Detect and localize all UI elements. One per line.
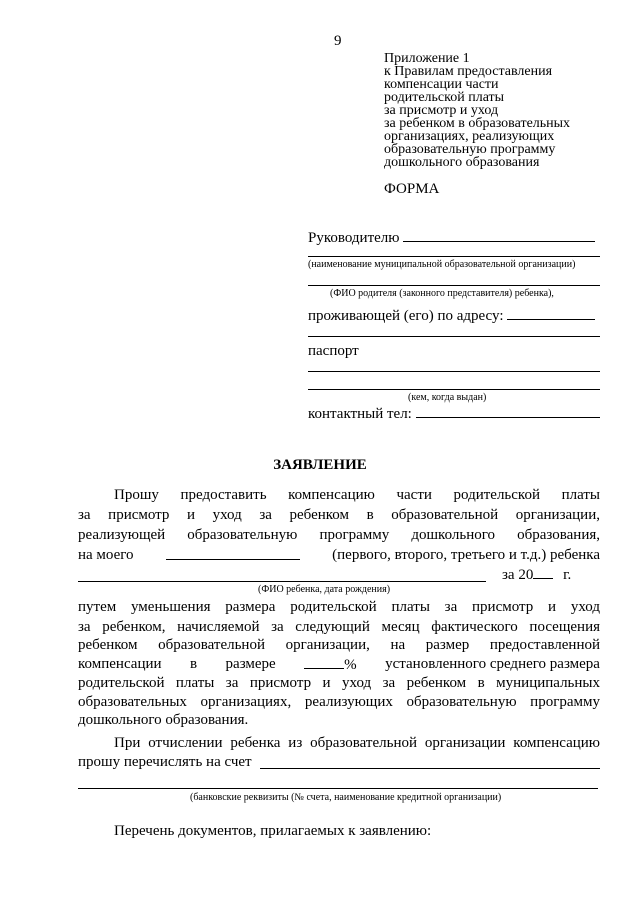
para2-line-2: за ребенком, начисляемой за следующий месяц фактического посещения xyxy=(78,619,600,635)
appendix-line: дошкольного образования xyxy=(384,155,540,170)
percent-group xyxy=(304,655,357,674)
body-line-2: за присмотр и уход за ребенком в образовательной организации, xyxy=(78,507,600,523)
passport-issued-field[interactable] xyxy=(308,389,600,390)
account-field[interactable] xyxy=(260,768,600,769)
word: части xyxy=(396,487,432,503)
passport-label: паспорт xyxy=(308,343,359,359)
issued-caption: (кем, когда выдан) xyxy=(408,392,487,403)
compensation-line xyxy=(78,655,600,674)
appendix-line: за ребенком в образовательных xyxy=(384,116,571,131)
para3-line-2-row xyxy=(78,753,252,771)
line4-end: (первого, второго, третьего и т.д.) ребенка xyxy=(332,547,600,563)
appendix-line: за присмотр и уход xyxy=(384,103,499,118)
head-name-field[interactable] xyxy=(403,228,595,242)
para2-line-1: путем уменьшения размера родительской платы за присмотр и уход xyxy=(78,599,600,615)
percent-sign: % xyxy=(344,657,357,673)
word: платы xyxy=(561,487,600,503)
documents-label: Перечень документов, прилагаемых к заявлению: xyxy=(114,823,432,839)
para2-line-3: ребенком образовательной организации, на размер предоставленной xyxy=(78,637,600,653)
appendix-line: организациях, реализующих xyxy=(384,129,555,144)
percent-field[interactable] xyxy=(304,655,344,669)
child-name-field[interactable] xyxy=(78,581,486,582)
body-line-1 xyxy=(114,486,600,504)
body-line-3: реализующей образовательную программу дошкольного образования, xyxy=(78,527,600,543)
bank-caption: (банковские реквизиты (№ счета, наименование кредитной организации) xyxy=(190,792,502,803)
para3-line-1: При отчислении ребенка из образовательной организации компенсацию xyxy=(114,735,600,751)
document-title: ЗАЯВЛЕНИЕ xyxy=(273,457,367,473)
comp-rest: установленного среднего размера xyxy=(385,656,600,672)
year-prefix: за 20 xyxy=(502,567,534,583)
address-label: проживающей (его) по адресу: xyxy=(308,308,504,324)
year-field[interactable] xyxy=(533,565,553,579)
parent-caption: (ФИО родителя (законного представителя) ребенка), xyxy=(330,288,554,299)
head-label-text: Руководителю xyxy=(308,230,400,246)
head-label xyxy=(308,228,595,247)
word: предоставить xyxy=(180,487,267,503)
appendix-line: к Правилам предоставления xyxy=(384,64,553,79)
phone-field[interactable] xyxy=(416,404,600,418)
org-name-field[interactable] xyxy=(308,256,600,257)
appendix-block xyxy=(384,52,570,169)
child-order-field[interactable] xyxy=(166,546,300,560)
appendix-line: родительской платы xyxy=(384,90,505,105)
address-row xyxy=(308,306,595,325)
year-suffix: г. xyxy=(563,567,572,583)
para2-end-line-3: дошкольного образования. xyxy=(78,712,249,728)
parent-name-field[interactable] xyxy=(308,285,600,286)
phone-label: контактный тел: xyxy=(308,406,412,422)
phone-row xyxy=(308,404,600,423)
body-line-4 xyxy=(78,546,600,564)
word: компенсацию xyxy=(288,487,375,503)
word: размере xyxy=(225,656,276,672)
year-row xyxy=(502,565,571,584)
word: в xyxy=(189,656,198,672)
address-field-line2[interactable] xyxy=(308,336,600,337)
para2-end-line-2: образовательных организациях, реализующих образовательную программу xyxy=(78,694,600,710)
bank-details-field[interactable] xyxy=(78,788,598,789)
appendix-line: Приложение 1 xyxy=(384,51,470,66)
org-caption: (наименование муниципальной образовательной организации) xyxy=(308,259,576,270)
passport-field[interactable] xyxy=(308,371,600,372)
para3-line-2: прошу перечислять на счет xyxy=(78,754,252,770)
para2-end-line-1: родительской платы за присмотр и уход за ребенком в муниципальных xyxy=(78,675,600,691)
form-label: ФОРМА xyxy=(384,181,440,197)
page-number: 9 xyxy=(334,33,342,49)
word: компенсации xyxy=(78,656,162,672)
child-caption: (ФИО ребенка, дата рождения) xyxy=(258,584,391,595)
appendix-line: образовательную программу xyxy=(384,142,556,157)
appendix-line: компенсации части xyxy=(384,77,499,92)
word: Прошу xyxy=(114,487,159,503)
address-field[interactable] xyxy=(507,306,595,320)
word: родительской xyxy=(453,487,540,503)
line4-start: на моего xyxy=(78,547,134,563)
